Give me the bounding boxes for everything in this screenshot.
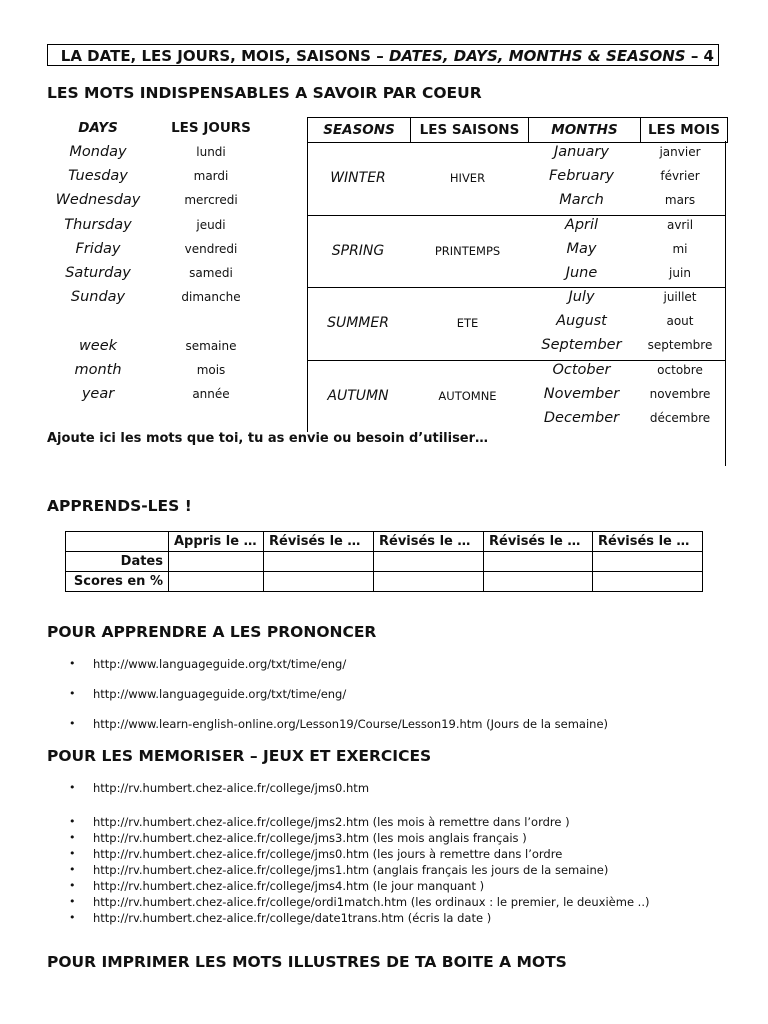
score-cell[interactable] bbox=[374, 572, 484, 592]
month-french: janvier bbox=[659, 145, 701, 159]
day-french: vendredi bbox=[184, 241, 238, 256]
link-text[interactable]: http://rv.humbert.chez-alice.fr/college/jms3.htm (les mois anglais français ) bbox=[93, 831, 527, 845]
score-cell[interactable] bbox=[264, 552, 374, 572]
month-english: September bbox=[541, 337, 622, 354]
season-french: PRINTEMPS bbox=[434, 243, 501, 258]
months-header: MONTHS bbox=[529, 118, 641, 143]
month-english: August bbox=[556, 313, 607, 330]
link-text[interactable]: http://www.languageguide.org/txt/time/eng/ bbox=[93, 687, 347, 701]
link-item[interactable] bbox=[47, 815, 649, 829]
link-text[interactable]: http://rv.humbert.chez-alice.fr/college/jms0.htm bbox=[93, 781, 370, 795]
month-english: June bbox=[565, 264, 598, 281]
bullet-icon: • bbox=[69, 717, 76, 730]
day-french: mercredi bbox=[184, 193, 238, 208]
scores-table bbox=[65, 531, 703, 592]
mois-header: LES MOIS bbox=[641, 118, 728, 143]
bullet-icon: • bbox=[69, 831, 76, 844]
month-french: novembre bbox=[649, 386, 711, 401]
score-cell[interactable] bbox=[484, 572, 593, 592]
day-french: mois bbox=[196, 362, 226, 377]
day-english: Saturday bbox=[65, 265, 131, 281]
link-item[interactable] bbox=[47, 847, 649, 861]
day-english: Monday bbox=[69, 144, 127, 160]
score-cell[interactable] bbox=[593, 552, 703, 572]
revises-header-4: Révisés le … bbox=[593, 532, 703, 552]
month-english: April bbox=[564, 216, 599, 233]
link-text[interactable]: http://www.languageguide.org/txt/time/eng/ bbox=[93, 657, 347, 671]
day-french: dimanche bbox=[181, 290, 241, 305]
month-french: décembre bbox=[649, 410, 711, 425]
season-french: AUTOMNE bbox=[438, 388, 497, 403]
day-english: Tuesday bbox=[68, 168, 128, 185]
score-cell[interactable] bbox=[484, 552, 593, 572]
link-item[interactable] bbox=[47, 911, 649, 925]
score-cell[interactable] bbox=[374, 552, 484, 572]
seasons-header: SEASONS bbox=[308, 118, 411, 143]
jours-header: LES JOURS bbox=[171, 120, 251, 136]
day-french: semaine bbox=[185, 338, 237, 353]
section-heading-pronounce: POUR APPRENDRE A LES PRONONCER bbox=[47, 623, 377, 641]
section-heading-learn: APPRENDS-LES ! bbox=[47, 497, 192, 515]
day-english: year bbox=[81, 386, 115, 402]
month-french: juin bbox=[669, 265, 691, 280]
month-english: March bbox=[559, 192, 604, 209]
day-french: lundi bbox=[196, 145, 226, 159]
link-text[interactable]: http://rv.humbert.chez-alice.fr/college/jms2.htm (les mois à remettre dans l’ordre ) bbox=[93, 815, 570, 829]
score-cell[interactable] bbox=[169, 552, 264, 572]
month-english: December bbox=[543, 409, 620, 426]
bullet-icon: • bbox=[69, 687, 76, 700]
link-text[interactable]: http://rv.humbert.chez-alice.fr/college/jms0.htm (les jours à remettre dans l’ordre bbox=[93, 847, 563, 861]
link-text[interactable]: http://rv.humbert.chez-alice.fr/college/jms1.htm (anglais français les jours de la semaine) bbox=[93, 863, 609, 877]
day-english: week bbox=[78, 337, 118, 354]
link-text[interactable]: http://rv.humbert.chez-alice.fr/college/jms4.htm (le jour manquant ) bbox=[93, 879, 485, 893]
day-french: samedi bbox=[189, 266, 233, 280]
season-english: SPRING bbox=[331, 242, 385, 259]
scores-header-row bbox=[66, 532, 703, 552]
bullet-icon: • bbox=[69, 863, 76, 876]
month-french: février bbox=[660, 169, 700, 184]
link-item[interactable] bbox=[47, 781, 369, 795]
season-french: ETE bbox=[456, 316, 479, 331]
page-title: LA DATE, LES JOURS, MOIS, SAISONS – DATES, DAYS, MONTHS & SEASONS – 4 bbox=[47, 44, 719, 66]
revises-header-2: Révisés le … bbox=[374, 532, 484, 552]
day-english: month bbox=[74, 361, 122, 378]
day-french: année bbox=[192, 387, 230, 401]
day-english: Sunday bbox=[70, 289, 126, 306]
link-item[interactable] bbox=[47, 657, 608, 671]
month-english: July bbox=[568, 289, 595, 305]
scores-row-percent bbox=[66, 572, 703, 592]
section-heading-memorize: POUR LES MEMORISER – JEUX ET EXERCICES bbox=[47, 747, 432, 765]
days-header: DAYS bbox=[78, 120, 118, 136]
month-french: octobre bbox=[657, 362, 703, 377]
season-english: SUMMER bbox=[327, 315, 389, 332]
link-item[interactable] bbox=[47, 863, 649, 877]
table-rule bbox=[725, 141, 726, 466]
day-french: mardi bbox=[193, 169, 229, 184]
month-french: aout bbox=[666, 314, 694, 329]
score-cell[interactable] bbox=[593, 572, 703, 592]
link-item[interactable] bbox=[47, 831, 649, 845]
revises-header-1: Révisés le … bbox=[264, 532, 374, 552]
month-english: November bbox=[543, 385, 620, 402]
memorize-link-list-a bbox=[47, 781, 369, 795]
link-item[interactable] bbox=[47, 717, 608, 731]
bullet-icon: • bbox=[69, 879, 76, 892]
note-text: Ajoute ici les mots que toi, tu as envie ou besoin d’utiliser… bbox=[47, 431, 489, 446]
bullet-icon: • bbox=[69, 895, 76, 908]
month-english: May bbox=[566, 240, 597, 257]
month-english: October bbox=[552, 361, 611, 378]
bullet-icon: • bbox=[69, 815, 76, 828]
scores-label: Scores en % bbox=[66, 572, 169, 592]
season-french: HIVER bbox=[449, 171, 486, 186]
day-english bbox=[38, 309, 158, 333]
day-french: jeudi bbox=[196, 217, 226, 232]
month-french: avril bbox=[666, 217, 694, 232]
day-french bbox=[161, 309, 261, 333]
link-text[interactable]: http://rv.humbert.chez-alice.fr/college/date1trans.htm (écris la date ) bbox=[93, 911, 492, 925]
month-english: January bbox=[554, 144, 609, 160]
section-heading-vocabulary: LES MOTS INDISPENSABLES A SAVOIR PAR COEUR bbox=[47, 84, 482, 102]
dates-label: Dates bbox=[66, 552, 169, 572]
link-item[interactable] bbox=[47, 879, 649, 893]
link-item[interactable] bbox=[47, 687, 608, 701]
link-text[interactable]: http://rv.humbert.chez-alice.fr/college/ordi1match.htm (les ordinaux : le premier, le deuxième ..) bbox=[93, 895, 650, 909]
day-english: Wednesday bbox=[55, 192, 141, 209]
link-item[interactable] bbox=[47, 895, 649, 909]
pronounce-link-list bbox=[47, 657, 608, 747]
scores-corner-cell bbox=[66, 532, 169, 552]
day-english: Friday bbox=[75, 240, 121, 257]
score-cell[interactable] bbox=[169, 572, 264, 592]
bullet-icon: • bbox=[69, 781, 76, 794]
month-french: mi bbox=[672, 241, 688, 256]
scores-row-dates bbox=[66, 552, 703, 572]
month-french: septembre bbox=[647, 338, 713, 353]
saisons-header: LES SAISONS bbox=[411, 118, 529, 143]
revises-header-3: Révisés le … bbox=[484, 532, 593, 552]
season-english: WINTER bbox=[330, 170, 386, 187]
memorize-link-list-b bbox=[47, 815, 649, 927]
season-english: AUTUMN bbox=[327, 387, 389, 404]
appris-header: Appris le … bbox=[169, 532, 264, 552]
bullet-icon: • bbox=[69, 847, 76, 860]
score-cell[interactable] bbox=[264, 572, 374, 592]
link-text[interactable]: http://www.learn-english-online.org/Lesson19/Course/Lesson19.htm (Jours de la semaine) bbox=[93, 717, 609, 731]
month-english: February bbox=[548, 168, 615, 185]
day-english: Thursday bbox=[64, 216, 132, 233]
month-french: juillet bbox=[663, 290, 697, 304]
bullet-icon: • bbox=[69, 657, 76, 670]
month-french: mars bbox=[664, 193, 696, 208]
bullet-icon: • bbox=[69, 911, 76, 924]
section-heading-print: POUR IMPRIMER LES MOTS ILLUSTRES DE TA BOITE A MOTS bbox=[47, 953, 567, 971]
